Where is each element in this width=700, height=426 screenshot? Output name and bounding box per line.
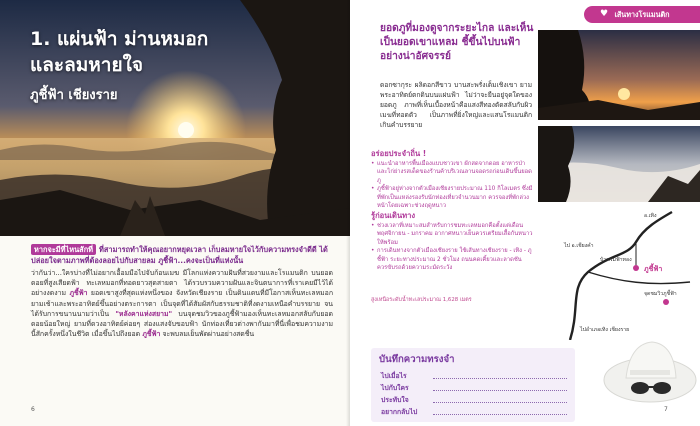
cloud-sea-photo xyxy=(538,126,700,202)
page-number-right: 7 xyxy=(664,406,668,413)
lead-text: ที่สามารถทำให้คุณอยากหยุดเวลา เก็บลมหายใจไว้กับความทรงจำดีดี ได้ปล่อยใจตามภาพที่ต้องลอยไปกับสายลม ภูชี้ฟ้า...คงจะเป็นที่แห่งนั้น xyxy=(31,245,328,265)
lead-tag: หากจะมีที่ไหนสักที่ xyxy=(31,244,96,255)
body-highlight-1: ภูชี้ฟ้า xyxy=(69,289,88,298)
ribbon-label: เส้นทางโรแมนติก xyxy=(614,10,670,19)
lead-paragraph xyxy=(31,244,333,266)
notes-row-label: อยากกลับไป xyxy=(381,408,418,416)
notes-row-when xyxy=(381,370,567,380)
heart-icon: ♥ xyxy=(600,9,609,19)
list-item: • แนะนำอาหารพื้นเมืองแบบชาวเขา ผักสดจากดอย อาหารป่า และไก่ย่างรสเด็ดของร้านค้าบริเวณลานจอดรถก่อนเดินขึ้นยอดภู xyxy=(371,160,533,185)
notes-row-label: ประทับใจ xyxy=(381,396,409,404)
article-title xyxy=(30,26,240,105)
map-label-left: ไป อ.เชียงคำ xyxy=(564,243,594,249)
body-text-b: ยอดเขาสูงที่สุดแห่งหนึ่งของ จังหวัดเชียงราย เป็นดินแดนที่มีโอกาสเห็นทะเลหมอกยามเช้าและพระอาทิตย์ขึ้นอย่างตระการตา เป็นจุดที่ได้สัมผัสกับธรรมชาติที่งดงามเหนือคำบรรยาย จนได้รับการขนานนามว่าเป็น xyxy=(31,289,333,318)
page-number-left: 6 xyxy=(31,406,35,413)
notes-write-line xyxy=(433,390,567,391)
list-item: • การเดินทางจากตัวเมืองเชียงราย ใช้เส้นทางเชียงราย - เทิง - ภูชี้ฟ้า ระยะทางประมาณ 2 ชั่วโมง ถนนคดเคี้ยวและลาดชัน ควรขับรถด้วยความระมัดระวัง xyxy=(371,247,533,272)
title-line-1: 1. แผ่นฟ้า ม่านหมอก xyxy=(30,28,209,50)
map-label-right: จุดชมวิวภูชี้ฟ้า xyxy=(644,291,677,297)
body-text-a: ว่ากันว่า...ใครบ่างที่ไม่อยากเอื้อมมือไปจับก้อนเมฆ มีโลกแห่งความฝันที่สวยงามและโรแมนติก บนยอดดอยที่สูงเสียดฟ้า ทะเลหมอกที่ทอดยาวสุดสายตา ได้รวบรวมความฝันและจินตนาการที่เราเคยมีไว้ได้อย่างงดงาม xyxy=(31,269,333,298)
memory-notes-box xyxy=(371,348,575,422)
notes-row-return xyxy=(381,406,567,416)
notes-row-impression xyxy=(381,394,567,404)
list-item: • ภูชี้ฟ้าอยู่ห่างจากตัวเมืองเชียงรายประมาณ 110 กิโลเมตร ซึ่งมีที่พักเป็นแหล่งรองรับนักท่องเที่ยวจำนวนมาก ควรจองที่พักล่วงหน้าโดยเฉพาะช่วงฤดูหนาว xyxy=(371,185,533,210)
map-label-bottom: ไปอำเภอเทิง เชียงราย xyxy=(580,327,630,333)
notes-write-line xyxy=(433,402,567,403)
body-highlight-2: "หลังคาแห่งสยาม" xyxy=(115,309,173,318)
title-subtitle: ภูชี้ฟ้า เชียงราย xyxy=(30,88,118,103)
sunset-photo xyxy=(538,30,700,120)
notes-write-line xyxy=(433,414,567,415)
travel-tips-heading: รู้ก่อนเดินทาง xyxy=(371,211,416,220)
local-food-heading: อร่อยประจำถิ่น ! xyxy=(371,149,427,158)
local-food-list xyxy=(371,160,533,210)
right-intro-text: ดอกซากุระ ผลิดอกสีขาว บานสะพรั่งเต็มเชิงเขา ยามพระอาทิตย์ตกดินบนแผ่นฟ้า ไม่ว่าจะยืนอยู่จุดใดของยอดภู ภาพที่เห็นเบื้องหน้าคือแสงสีทองตัดสลับกับผิวเมฆที่ทอดตัว เป็นภาพที่ยิ่งใหญ่และแสนโรแมนติกเกินคำบรรยาย xyxy=(380,81,532,129)
right-headline: ยอดภูที่มองดูจากระยะไกล และเห็นเป็นยอดเขาแหลม ชี้ขึ้นไปบนฟ้าอย่างน่าอัศจรรย์ xyxy=(380,23,534,62)
map-label-peak: ภูชี้ฟ้า xyxy=(644,265,663,273)
title-line-2: และลมหายใจ xyxy=(30,54,143,76)
notes-title: บันทึกความทรงจำ xyxy=(379,354,455,365)
footnote: สูงเหนือระดับน้ำทะเลประมาณ 1,628 เมตร xyxy=(371,297,472,303)
body-highlight-3: ภูชี้ฟ้า xyxy=(142,330,161,339)
map-label-mid: บ้านร่มฟ้าทอง xyxy=(600,257,632,263)
body-text-d: จะพบลมเย็นพัดผ่านอย่างสดชื่น xyxy=(160,330,255,339)
route-map xyxy=(540,208,700,340)
travel-tips-list xyxy=(371,222,533,272)
notes-row-who xyxy=(381,382,567,392)
sun-hat-sunglasses-image xyxy=(600,330,700,418)
body-paragraph xyxy=(31,268,333,339)
notes-row-label: ไปเมื่อไร xyxy=(381,372,407,380)
list-item: • ช่วงเวลาที่เหมาะสมสำหรับการชมทะเลหมอกคือตั้งแต่เดือนพฤศจิกายน - มกราคม อากาศหนาวเย็นควรเตรียมเสื้อกันหนาวให้พร้อม xyxy=(371,222,533,247)
sunrise-photo xyxy=(0,0,350,236)
notes-row-label: ไปกับใคร xyxy=(381,384,409,392)
map-label-top: อ.เทิง xyxy=(644,213,657,219)
body-text-c: บนจุดชมวิวของภูชี้ฟ้ามองเห็นทะเลหมอกสลับกับยอดดอยน้อยใหญ่ ยามที่ดวงอาทิตย์ค่อยๆ ส่องแสงจับขอบฟ้า นักท่องเที่ยวต่างพากันมาที่นี่เพื่อชมความงามนี้สักครั้งหนึ่งในชีวิต เมื่อขึ้นไปถึงยอด xyxy=(31,309,333,339)
notes-write-line xyxy=(433,378,567,379)
